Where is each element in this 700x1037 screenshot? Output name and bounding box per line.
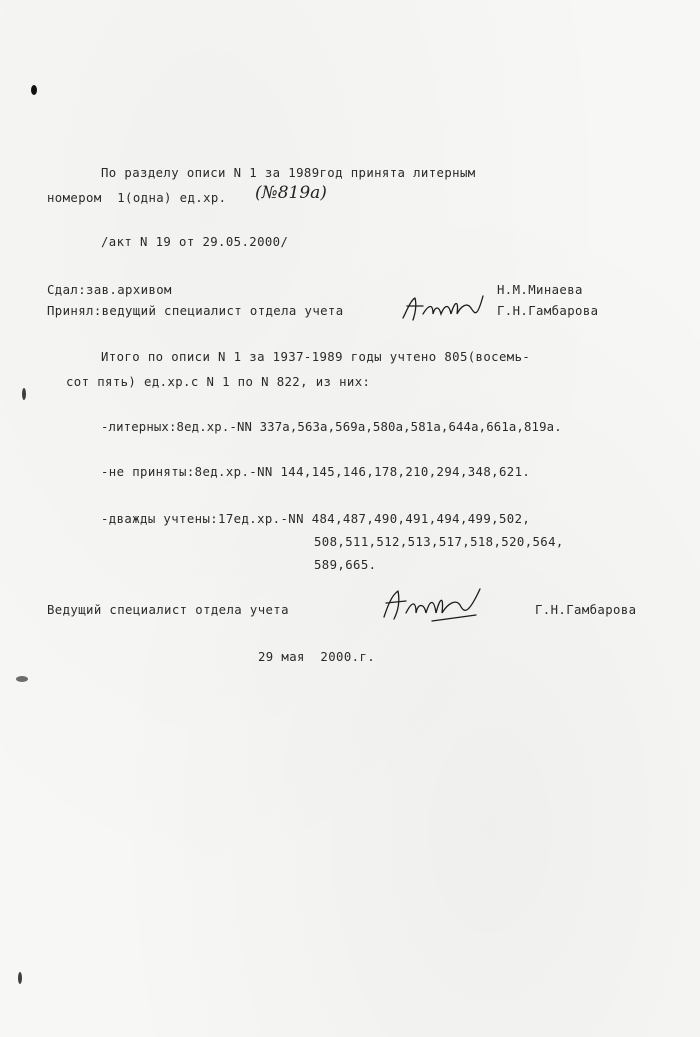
paragraph-1-line-2: номером 1(одна) ед.хр. — [47, 191, 227, 205]
act-reference: /акт N 19 от 29.05.2000/ — [101, 235, 289, 249]
paragraph-1-line-1: По разделу описи N 1 за 1989год принята литерным — [101, 166, 476, 180]
signature-2 — [376, 585, 486, 629]
handwritten-number: (№819а) — [255, 183, 327, 203]
scan-speck — [18, 972, 22, 984]
scan-speck — [31, 85, 37, 95]
scan-speck — [16, 676, 28, 682]
twice-counted-line-3: 589,665. — [314, 558, 377, 572]
signature-1 — [397, 292, 491, 326]
final-name: Г.Н.Гамбарова — [535, 603, 637, 617]
itogo-line-1: Итого по описи N 1 за 1937-1989 годы учтено 805(восемь- — [101, 350, 531, 364]
literal-items: -литерных:8ед.хр.-NN 337а,563а,569а,580а,581а,644а,661а,819а. — [101, 420, 562, 434]
not-accepted-items: -не приняты:8ед.хр.-NN 144,145,146,178,210,294,348,621. — [101, 465, 531, 479]
prinyal-label: Принял:ведущий специалист отдела учета — [47, 304, 344, 318]
twice-counted-line-1: -дважды учтены:17ед.хр.-NN 484,487,490,491,494,499,502, — [101, 512, 531, 526]
scan-speck — [22, 388, 26, 400]
sdal-label: Сдал:зав.архивом — [47, 283, 172, 297]
itogo-line-2: сот пять) ед.хр.с N 1 по N 822, из них: — [66, 375, 371, 389]
final-label: Ведущий специалист отдела учета — [47, 603, 289, 617]
prinyal-name: Г.Н.Гамбарова — [497, 304, 599, 318]
twice-counted-line-2: 508,511,512,513,517,518,520,564, — [314, 535, 564, 549]
document-date: 29 мая 2000.г. — [258, 650, 376, 664]
sdal-name: Н.М.Минаева — [497, 283, 583, 297]
